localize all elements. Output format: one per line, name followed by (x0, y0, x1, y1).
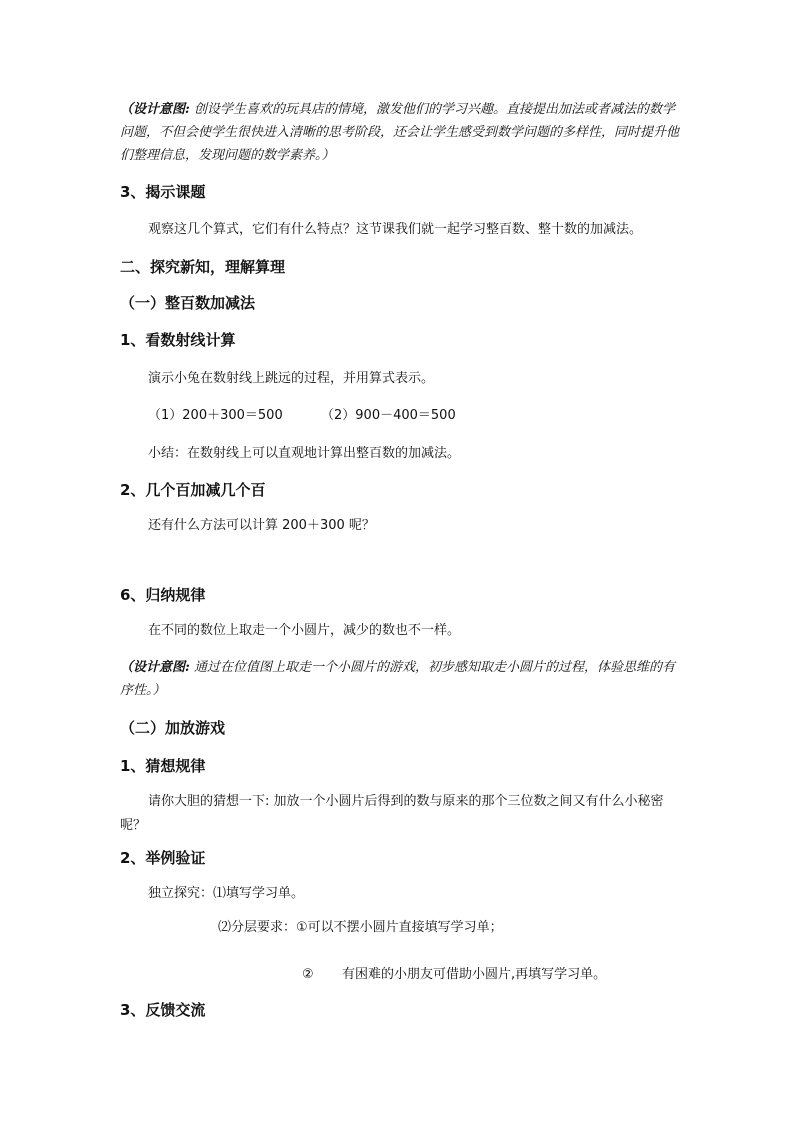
heading-verify-examples: 2、举例验证 (120, 849, 206, 867)
paragraph-independent-explore: 独立探究：⑴填写学习单。 (148, 886, 305, 901)
heading-feedback-exchange: 3、反馈交流 (120, 1001, 206, 1019)
design-intent-note-1 (120, 98, 680, 167)
design-intent-note-2 (120, 656, 680, 702)
heading-number-ray: 1、看数射线计算 (120, 331, 236, 349)
design-intent-tag: （设计意图: (120, 660, 190, 675)
paragraph-summarize-rule: 在不同的数位上取走一个小圆片，减少的数也不一样。 (148, 623, 461, 638)
paragraph-other-methods: 还有什么方法可以计算 200＋300 呢？ (148, 518, 375, 533)
paragraph-guess-rule: 请你大胆的猜想一下: 加放一个小圆片后得到的数与原来的那个三位数之间又有什么小秘密呢？ (120, 794, 664, 833)
design-intent-text: 创设学生喜欢的玩具店的情境，激发他们的学习兴趣。直接提出加法或者减法的数学问题，不但会使学生很快进入清晰的思考阶段，还会让学生感受到数学问题的多样性，同时提升他们整理信息，发现问题的数学素养。） (120, 102, 680, 163)
equation-2: （2）900－400＝500 (321, 408, 456, 423)
heading-guess-rule: 1、猜想规律 (120, 757, 206, 775)
paragraph-tiered-requirements: ⑵分层要求：①可以不摆小圆片直接填写学习单； (218, 920, 503, 935)
heading-summarize-rule: 6、归纳规律 (120, 586, 206, 604)
heading-explore-new-knowledge: 二、探究新知，理解算理 (120, 258, 286, 276)
design-intent-text: 通过在位值图上取走一个小圆片的游戏，初步感知取走小圆片的过程，体验思维的有序性。） (120, 660, 675, 698)
paragraph-summary: 小结：在数射线上可以直观地计算出整百数的加减法。 (148, 446, 461, 461)
paragraph-number-ray: 演示小兔在数射线上跳远的过程，并用算式表示。 (148, 371, 435, 386)
equation-1: （1）200＋300＝500 (148, 408, 283, 423)
list-marker-2: ② (302, 967, 314, 982)
design-intent-tag: （设计意图: (120, 102, 190, 117)
heading-hundreds-add-subtract: 2、几个百加减几个百 (120, 481, 266, 499)
paragraph-tiered-requirement-2: 有困难的小朋友可借助小圆片,再填写学习单。 (342, 967, 607, 982)
heading-add-game: （二）加放游戏 (120, 719, 226, 737)
paragraph-reveal-topic: 观察这几个算式，它们有什么特点？这节课我们就一起学习整百数、整十数的加减法。 (148, 222, 643, 237)
heading-whole-hundreds: （一）整百数加减法 (120, 294, 256, 312)
heading-reveal-topic: 3、揭示课题 (120, 183, 206, 201)
